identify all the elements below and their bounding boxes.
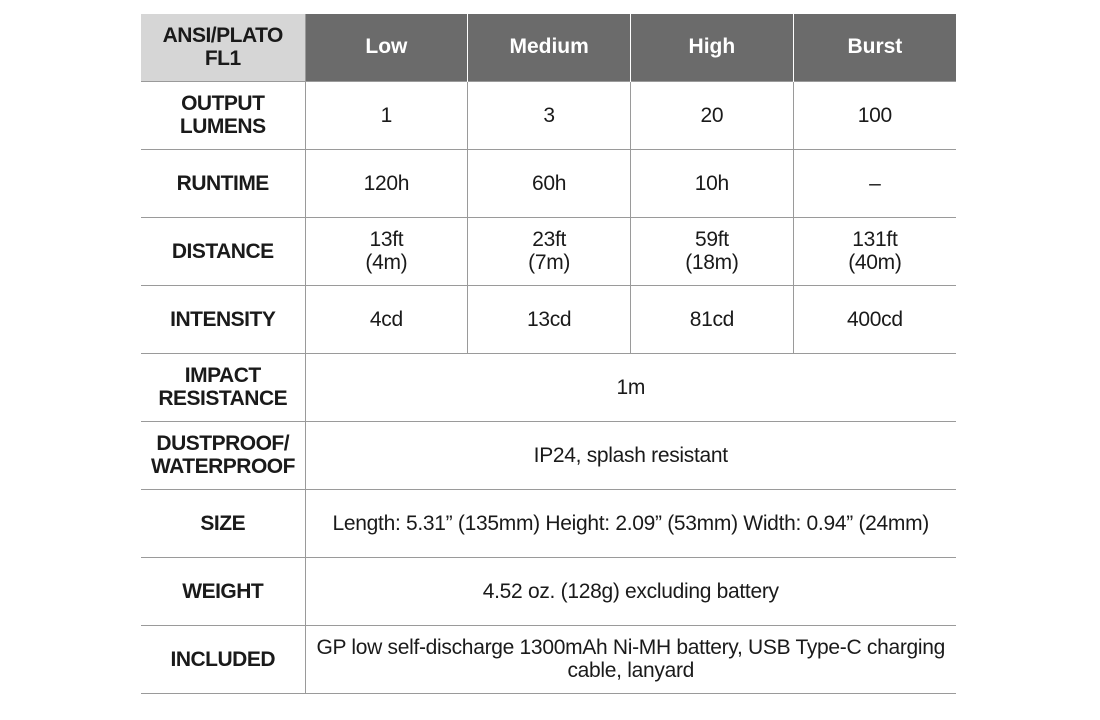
label-line: LUMENS (179, 115, 266, 138)
table-row-distance (141, 217, 956, 285)
distance-m: (7m) (528, 251, 571, 274)
cell-weight: 4.52 oz. (128g) excluding battery (305, 557, 956, 625)
label-line: DUSTPROOF/ (156, 432, 290, 455)
row-label-distance: DISTANCE (141, 217, 305, 285)
cell-runtime-burst: – (793, 149, 956, 217)
table-row-intensity (141, 285, 956, 353)
distance-ft: 23ft (532, 228, 567, 251)
cell-included (305, 625, 956, 693)
standard-header (141, 14, 305, 81)
table-row-dustproof (141, 421, 956, 489)
cell-intensity-medium: 13cd (468, 285, 631, 353)
spec-table (141, 14, 956, 694)
table-row-impact (141, 353, 956, 421)
cell-distance-low (305, 217, 468, 285)
cell-runtime-low: 120h (305, 149, 468, 217)
cell-distance-burst (793, 217, 956, 285)
table-row-runtime (141, 149, 956, 217)
row-label-intensity: INTENSITY (141, 285, 305, 353)
mode-header-burst: Burst (793, 14, 956, 81)
standard-header-line2: FL1 (204, 47, 241, 71)
cell-intensity-high: 81cd (631, 285, 794, 353)
row-label-impact (141, 353, 305, 421)
cell-runtime-medium: 60h (468, 149, 631, 217)
included-line1: GP low self-discharge 1300mAh Ni-MH battery, USB Type-C charging (316, 636, 946, 659)
standard-header-line1: ANSI/PLATO (162, 24, 283, 48)
distance-ft: 59ft (694, 228, 729, 251)
distance-ft: 13ft (369, 228, 404, 251)
table-row-size (141, 489, 956, 557)
cell-runtime-high: 10h (631, 149, 794, 217)
cell-dustproof: IP24, splash resistant (305, 421, 956, 489)
row-label-included: INCLUDED (141, 625, 305, 693)
header-row (141, 14, 956, 81)
table-row-output (141, 81, 956, 149)
cell-distance-high (631, 217, 794, 285)
cell-distance-medium (468, 217, 631, 285)
row-label-runtime: RUNTIME (141, 149, 305, 217)
cell-intensity-burst: 400cd (793, 285, 956, 353)
distance-m: (4m) (365, 251, 408, 274)
cell-impact: 1m (305, 353, 956, 421)
row-label-dustproof (141, 421, 305, 489)
distance-m: (40m) (848, 251, 902, 274)
label-line: OUTPUT (181, 92, 265, 115)
distance-ft: 131ft (852, 228, 898, 251)
cell-output-burst: 100 (793, 81, 956, 149)
mode-header-medium: Medium (468, 14, 631, 81)
mode-header-low: Low (305, 14, 468, 81)
table-row-included (141, 625, 956, 693)
mode-header-high: High (631, 14, 794, 81)
row-label-size: SIZE (141, 489, 305, 557)
row-label-weight: WEIGHT (141, 557, 305, 625)
cell-intensity-low: 4cd (305, 285, 468, 353)
included-line2: cable, lanyard (567, 659, 695, 682)
cell-size: Length: 5.31” (135mm) Height: 2.09” (53mm) Width: 0.94” (24mm) (305, 489, 956, 557)
label-line: WATERPROOF (151, 455, 295, 478)
label-line: IMPACT (184, 364, 261, 387)
distance-m: (18m) (685, 251, 739, 274)
label-line: RESISTANCE (158, 387, 288, 410)
cell-output-medium: 3 (468, 81, 631, 149)
cell-output-high: 20 (631, 81, 794, 149)
table-row-weight (141, 557, 956, 625)
cell-output-low: 1 (305, 81, 468, 149)
row-label-output (141, 81, 305, 149)
